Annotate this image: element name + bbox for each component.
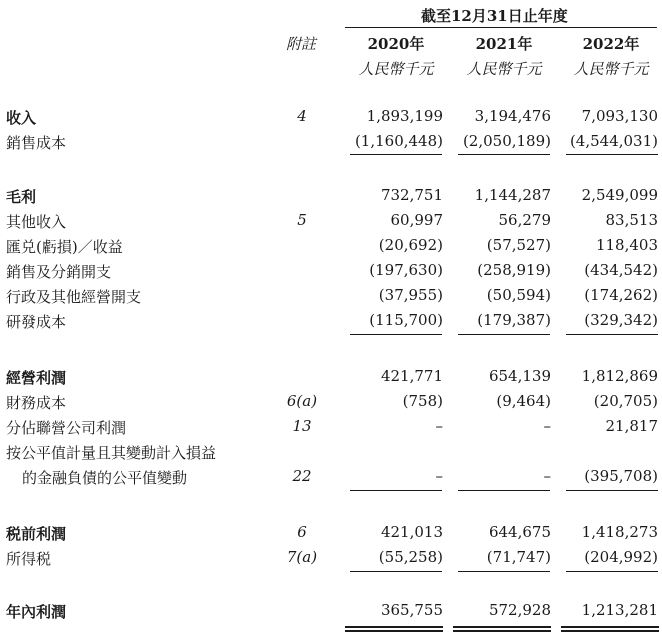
value-2021: 572,928: [488, 601, 551, 619]
row-label: 收入: [6, 109, 37, 127]
value-2021: –: [543, 467, 551, 485]
value-2022: 1,418,273: [581, 523, 658, 541]
value-2020: 421,771: [380, 367, 443, 385]
table-row-revenue: [0, 104, 662, 129]
row-label: 的金融負債的公平值變動: [22, 469, 188, 487]
value-2020: –: [435, 467, 443, 485]
value-2020: 365,755: [380, 601, 443, 619]
value-2022: 83,513: [605, 211, 658, 229]
row-note: 13: [292, 417, 312, 435]
row-label: 匯兑(虧損)／收益: [6, 238, 123, 256]
row-label: 年內利潤: [6, 603, 67, 621]
value-2020: (115,700): [369, 311, 443, 329]
table-row-profit-for-year: [0, 598, 662, 623]
table-row-fx: [0, 233, 662, 258]
total-double-rule-2022-top: [561, 626, 659, 628]
row-label: 毛利: [6, 188, 37, 206]
row-note: 6(a): [286, 392, 318, 410]
row-label: 研發成本: [6, 313, 67, 331]
table-row-cost-of-sales: [0, 129, 662, 154]
table-row-admin-expenses: [0, 283, 662, 308]
table-row-gross-profit: [0, 183, 662, 208]
unit-2020: 人民幣千元: [358, 60, 434, 78]
year-2021-header: 2021年: [475, 35, 533, 53]
unit-2021: 人民幣千元: [466, 60, 542, 78]
value-2021: (71,747): [486, 548, 551, 566]
value-2021: 1,144,287: [474, 186, 551, 204]
row-label: 銷售成本: [6, 134, 67, 152]
subtotal-rule-2022: [566, 571, 658, 572]
subtotal-rule-2022: [566, 490, 658, 491]
row-note: 7(a): [286, 548, 318, 566]
row-label: 銷售及分銷開支: [6, 263, 112, 281]
total-double-rule-2020-top: [345, 626, 443, 628]
value-2021: (57,527): [486, 236, 551, 254]
value-2020: 60,997: [390, 211, 443, 229]
row-label: 所得税: [6, 550, 52, 568]
value-2021: 644,675: [488, 523, 551, 541]
value-2022: (204,992): [584, 548, 658, 566]
subtotal-rule-2021: [458, 154, 550, 155]
row-label: 按公平值計量且其變動計入損益: [6, 444, 217, 462]
value-2022: 2,549,099: [581, 186, 658, 204]
table-row-profit-before-tax: [0, 520, 662, 545]
table-row-operating-profit: [0, 364, 662, 389]
value-2022: (329,342): [584, 311, 658, 329]
value-2022: 7,093,130: [581, 107, 658, 125]
value-2020: 421,013: [380, 523, 443, 541]
subtotal-rule-2021: [458, 571, 550, 572]
subtotal-rule-2020: [350, 571, 442, 572]
row-note: 4: [297, 107, 307, 125]
value-2021: (9,464): [496, 392, 551, 410]
value-2021: (50,594): [486, 286, 551, 304]
value-2022: (174,262): [584, 286, 658, 304]
value-2022: 1,812,869: [581, 367, 658, 385]
table-row-rd-costs: [0, 308, 662, 333]
value-2020: (55,258): [378, 548, 443, 566]
value-2020: –: [435, 417, 443, 435]
subtotal-rule-2021: [458, 490, 550, 491]
value-2021: 56,279: [498, 211, 551, 229]
year-2020-header: 2020年: [367, 35, 425, 53]
value-2021: 654,139: [488, 367, 551, 385]
table-row-selling-expenses: [0, 258, 662, 283]
row-label: 税前利潤: [6, 525, 67, 543]
row-label: 分佔聯營公司利潤: [6, 419, 127, 437]
table-row-income-tax: [0, 545, 662, 570]
table-row-share-of-associate: [0, 414, 662, 439]
value-2021: (2,050,189): [462, 132, 551, 150]
value-2021: –: [543, 417, 551, 435]
value-2020: (197,630): [369, 261, 443, 279]
value-2020: 732,751: [380, 186, 443, 204]
subtotal-rule-2020: [350, 334, 442, 335]
value-2022: (434,542): [584, 261, 658, 279]
total-double-rule-2021-bottom: [453, 630, 551, 632]
value-2022: 21,817: [605, 417, 658, 435]
value-2021: (258,919): [477, 261, 551, 279]
value-2022: 118,403: [595, 236, 658, 254]
row-label: 行政及其他經營開支: [6, 288, 142, 306]
row-label: 其他收入: [6, 213, 67, 231]
value-2021: (179,387): [477, 311, 551, 329]
row-note: 6: [297, 523, 307, 541]
subtotal-rule-2021: [458, 334, 550, 335]
total-double-rule-2021-top: [453, 626, 551, 628]
row-label: 經營利潤: [6, 369, 67, 387]
table-row-finance-costs: [0, 389, 662, 414]
value-2022: (20,705): [593, 392, 658, 410]
value-2020: 1,893,199: [366, 107, 443, 125]
value-2020: (37,955): [378, 286, 443, 304]
value-2022: (4,544,031): [569, 132, 658, 150]
period-title-rule: [345, 27, 657, 28]
row-note: 5: [297, 211, 307, 229]
note-column-header: 附註: [286, 35, 317, 53]
subtotal-rule-2022: [566, 154, 658, 155]
value-2020: (1,160,448): [354, 132, 443, 150]
value-2022: 1,213,281: [581, 601, 658, 619]
total-double-rule-2022-bottom: [561, 630, 659, 632]
subtotal-rule-2020: [350, 490, 442, 491]
table-row-fvtpl-line2: [0, 464, 662, 489]
value-2022: (395,708): [584, 467, 658, 485]
total-double-rule-2020-bottom: [345, 630, 443, 632]
value-2021: 3,194,476: [474, 107, 551, 125]
unit-2022: 人民幣千元: [573, 60, 649, 78]
row-label: 財務成本: [6, 394, 67, 412]
value-2020: (758): [402, 392, 443, 410]
table-row-fvtpl-line1: [0, 439, 662, 464]
row-note: 22: [292, 467, 312, 485]
subtotal-rule-2020: [350, 154, 442, 155]
year-2022-header: 2022年: [582, 35, 640, 53]
subtotal-rule-2022: [566, 334, 658, 335]
value-2020: (20,692): [378, 236, 443, 254]
period-title: 截至12月31日止年度: [421, 7, 568, 25]
table-row-other-income: [0, 208, 662, 233]
